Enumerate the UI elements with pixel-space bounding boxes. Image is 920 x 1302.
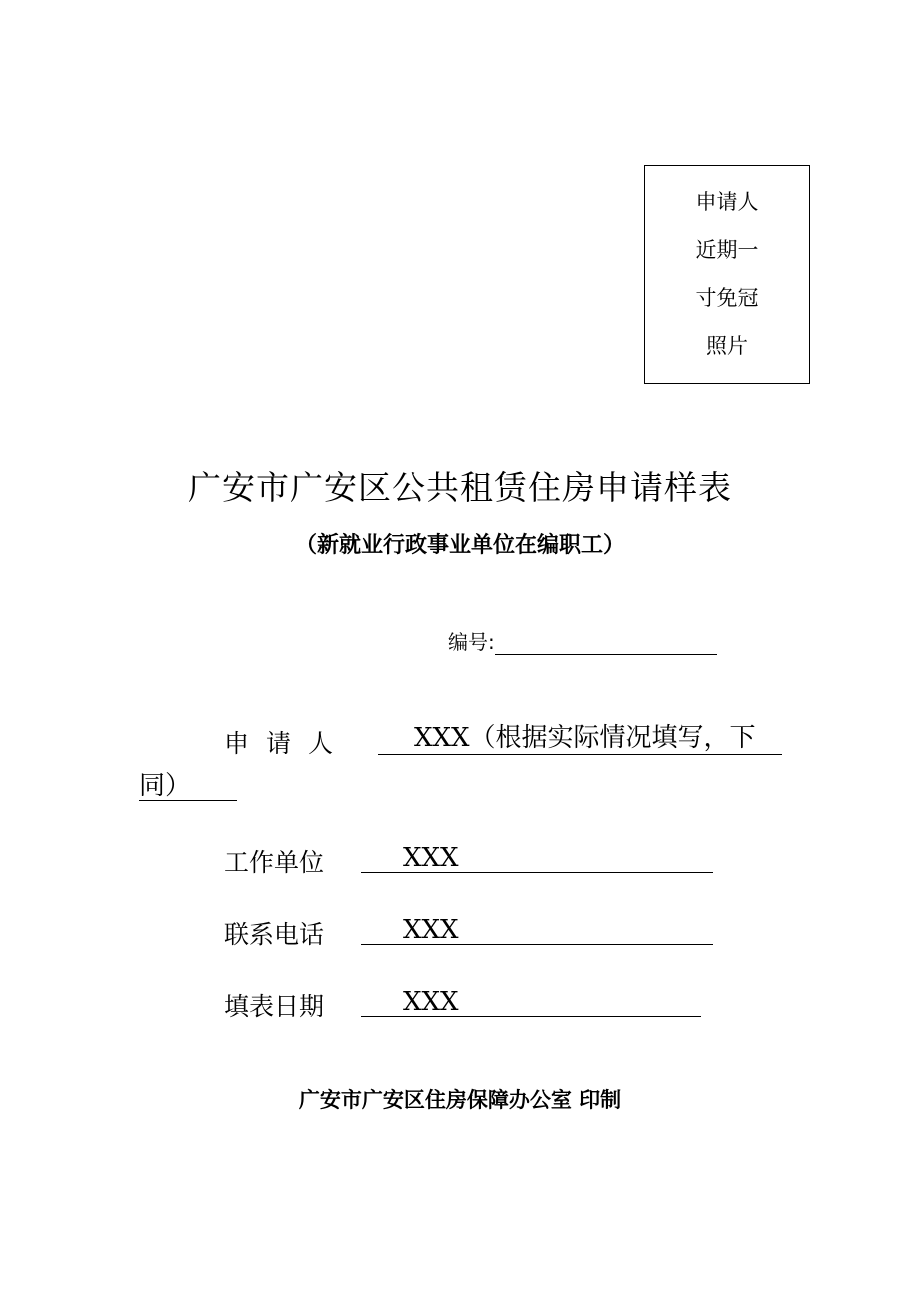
photo-box-line: 近期一: [695, 238, 759, 262]
employer-label: 工作单位: [224, 848, 325, 877]
serial-number-row: [448, 626, 717, 656]
applicant-value-continuation[interactable]: 同）: [139, 772, 237, 801]
serial-number-blank[interactable]: [495, 628, 717, 655]
phone-value[interactable]: XXX: [361, 915, 713, 945]
document-title: 广安市广安区公共租赁住房申请样表: [188, 468, 732, 507]
applicant-value[interactable]: XXX（根据实际情况填写，下: [378, 722, 782, 755]
applicant-label: 申请人: [224, 729, 351, 758]
serial-number-label: 编号:: [448, 630, 495, 654]
phone-label: 联系电话: [224, 920, 325, 949]
photo-box-line: 寸免冠: [695, 286, 759, 310]
photo-placeholder-box: [644, 165, 810, 384]
issuer-footer: 广安市广安区住房保障办公室 印制: [298, 1088, 622, 1112]
photo-box-line: 照片: [706, 334, 748, 358]
fill-date-value[interactable]: XXX: [361, 987, 701, 1017]
employer-value[interactable]: XXX: [361, 843, 713, 873]
fill-date-label: 填表日期: [224, 992, 325, 1021]
photo-box-line: 申请人: [695, 190, 759, 214]
document-subtitle: （新就业行政事业单位在编职工）: [294, 533, 625, 558]
